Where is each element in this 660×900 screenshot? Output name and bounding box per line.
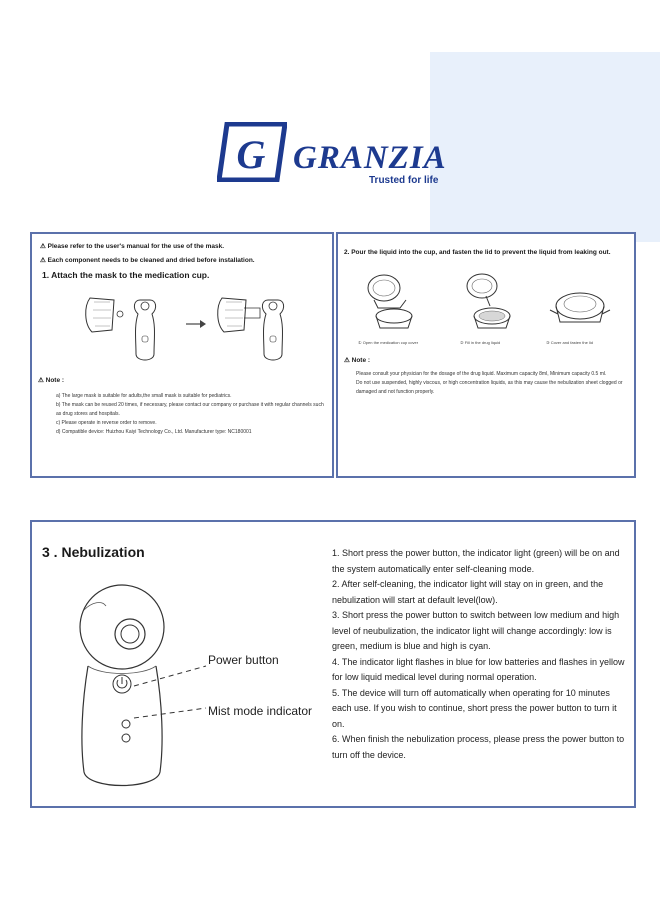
brand-logo: [217, 120, 457, 190]
logo-letter: G: [236, 132, 266, 177]
step-item: 2. After self-cleaning, the indicator light will stay on in green, and the nebulization will start at default level(low).: [332, 579, 604, 605]
mist-indicator-label: Mist mode indicator: [208, 704, 313, 718]
note-title-2: ⚠ Note :: [344, 357, 371, 364]
panel-attach-mask: [30, 232, 334, 478]
background-block: [430, 52, 660, 242]
mask-and-cup-illustration: [82, 286, 162, 366]
step-item: 1. Short press the power button, the indicator light (green) will be on and the system automatically enter self-cleaning mode.: [332, 548, 620, 574]
warning-line-2: [40, 256, 255, 264]
note-item: d) Compatible device: Huizhou Kaiyi Technology Co., Ltd. Manufacturer type: NC180001: [56, 429, 252, 435]
caption-fill-liquid: ② Fill in the drug liquid: [460, 340, 501, 345]
arrow-right-icon: [184, 318, 208, 330]
warning-icon: ⚠: [40, 257, 46, 264]
note-item: Please consult your physician for the dosage of the drug liquid. Maximum capacity 8ml, Minimum capacity 0.5 ml.: [356, 371, 607, 377]
note-item: a) The large mask is suitable for adults,the small mask is suitable for pediatrics.: [56, 393, 232, 399]
warning-icon: ⚠: [38, 377, 44, 384]
closed-cup-illustration: [544, 284, 614, 332]
step-item: 4. The indicator light flashes in blue for low batteries and flashes in yellow for low liquid medical level during normal operation.: [332, 656, 625, 682]
note-list-1: [56, 392, 326, 437]
label-leader-lines: [130, 662, 210, 722]
panel-fill-cup: [336, 232, 636, 478]
note-list-2: [356, 370, 632, 397]
power-icon: [117, 677, 127, 688]
step-item: 3. Short press the power button to switch between low medium and high level of neubulization, the indicator light will change accordingly: low is green, medium is blue and high is cyan.: [332, 610, 620, 651]
step-item: 6. When finish the nebulization process, please press the power button to turn off the device.: [332, 734, 625, 760]
power-button-label: Power button: [208, 653, 279, 667]
fill-liquid-illustration: [456, 270, 526, 332]
warning-text-1: Please refer to the user's manual for the use of the mask.: [47, 243, 225, 250]
note-item: b) The mask can be reused 20 times, if necessary, please contact our company or purchase it with regular channels such as drug stores and hospitals.: [56, 402, 324, 417]
note-item: c) Please operate in reverse order to remove.: [56, 420, 157, 426]
step1-title: 1. Attach the mask to the medication cup.: [42, 270, 210, 280]
mask-attached-illustration: [214, 286, 304, 366]
note-item: Do not use suspended, highly viscous, or high concentration liquids, as this may cause the nebulization sheet clogged or damaged and not function properly.: [356, 380, 623, 395]
panel-nebulization: [30, 520, 636, 808]
caption-open-cup: ① Open the medication cup cover: [358, 340, 419, 345]
caption-close-lid: ③ Cover and fasten the lid: [546, 340, 593, 345]
warning-icon: ⚠: [344, 357, 350, 364]
brand-tagline: Trusted for life: [369, 175, 439, 186]
open-cup-illustration: [356, 270, 426, 332]
section-title: 3 . Nebulization: [42, 544, 145, 560]
warning-text-2: Each component needs to be cleaned and dried before installation.: [47, 257, 255, 264]
granzia-logo-mark: [217, 122, 287, 182]
warning-icon: ⚠: [40, 243, 46, 250]
step-item: 5. The device will turn off automatically when operating for 10 minutes each use. If you wish to continue, short press the power button to turn it on.: [332, 687, 617, 729]
note-title-1: ⚠ Note :: [38, 377, 65, 384]
step2-title: 2. Pour the liquid into the cup, and fasten the lid to prevent the liquid from leaking out.: [344, 249, 611, 256]
nebulization-steps: [332, 546, 628, 763]
brand-name: GRANZIA: [293, 140, 447, 176]
warning-line-1: [40, 242, 224, 250]
